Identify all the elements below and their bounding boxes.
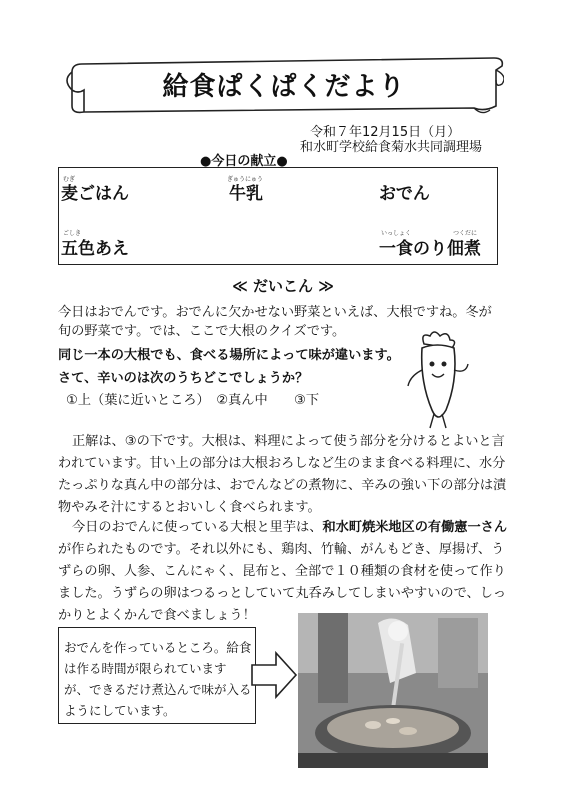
caption-line: ようにしています。	[64, 703, 176, 718]
caption-line: おでんを作っているところ。給食	[64, 640, 252, 655]
answer-line: たっぷりな真ん中の部分は、おでんなどの煮物に、辛みの強い下の部分は漬	[58, 478, 507, 493]
newsletter-title: 給食ぱくぱくだより	[162, 72, 406, 102]
menu-item-goshiki-ae: 五色あえ	[61, 239, 129, 259]
caption-text	[64, 637, 252, 721]
menu-item-rice: 麦ごはん	[61, 184, 129, 204]
radish-mascot-icon	[402, 330, 472, 430]
quiz-choices: ①上（葉に近いところ） ②真ん中 ③下	[66, 393, 320, 408]
local-farmer-line	[72, 518, 507, 537]
section-title: ≪ だいこん ≫	[232, 277, 334, 295]
local-farmer-prefix: 今日のおでんに使っている大根と里芋は、	[72, 520, 323, 535]
caption-line: が、できるだけ煮込んで味が入る	[64, 682, 252, 697]
answer-line: 正解は、③の下です。大根は、料理によって使う部分を分けるとよいと言	[72, 434, 505, 449]
intro-line: 今日はおでんです。おでんに欠かせない野菜といえば、大根ですね。冬が	[58, 305, 492, 320]
arrow-right-icon	[250, 650, 298, 700]
ingredients-line: ずらの卵、人参、こんにゃく、昆布と、全部で１０種類の食材を使って作り	[58, 564, 506, 579]
menu-item-oden: おでん	[379, 184, 430, 204]
ingredients-line: が作られたものです。それ以外にも、鶏肉、竹輪、がんもどき、厚揚げ、う	[58, 542, 505, 557]
local-farmer-name: 和水町焼米地区の有働憲一さん	[322, 520, 508, 535]
ingredients-line: ました。うずらの卵はつるっとしていて丸呑みしてしまいやすいので、しっ	[58, 586, 507, 601]
answer-line: われています。甘い上の部分は大根おろしなど生のまま食べる料理に、水分	[58, 456, 506, 471]
menu-heading: ●今日の献立●	[200, 154, 288, 169]
issue-date: 令和７年12月15日（月）	[310, 125, 461, 140]
cooking-photo	[298, 613, 488, 768]
intro-line: 旬の野菜です。では、ここで大根のクイズです。	[58, 324, 346, 339]
ingredients-line: かりとよくかんで食べましょう！	[58, 608, 256, 623]
menu-furigana: ごしき	[63, 230, 82, 237]
quiz-line: 同じ一本の大根でも、食べる場所によって味が違います。	[58, 348, 400, 363]
quiz-line: さて、辛いのは次のうちどこでしょうか？	[58, 371, 309, 386]
menu-furigana: むぎ	[63, 176, 76, 183]
answer-line: 物やみそ汁にするとおいしく食べられます。	[58, 500, 321, 515]
menu-furigana: ぎゅうにゅう	[227, 176, 263, 183]
caption-line: は作る時間が限られています	[64, 661, 227, 676]
organization-name: 和水町学校給食菊水共同調理場	[300, 140, 483, 155]
menu-box	[58, 167, 498, 265]
menu-item-nori-tsukudani: 一食のり佃煮	[379, 239, 481, 259]
menu-furigana: いっしょく	[381, 230, 412, 237]
menu-item-milk: 牛乳	[229, 184, 263, 204]
menu-furigana: つくだに	[453, 230, 478, 237]
